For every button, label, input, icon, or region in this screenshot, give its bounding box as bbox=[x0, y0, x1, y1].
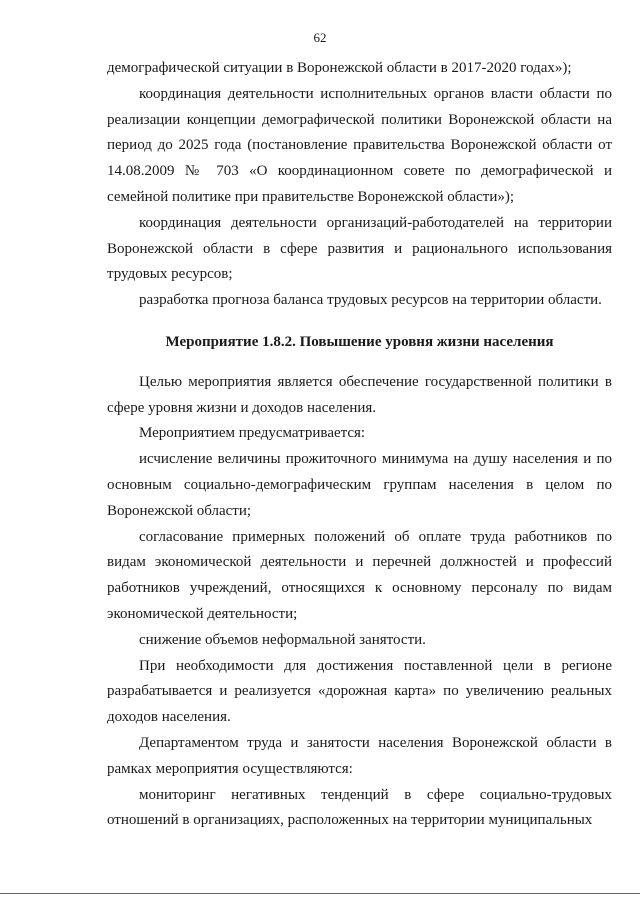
paragraph-4: разработка прогноза баланса трудовых ресурсов на территории области. bbox=[139, 292, 602, 309]
paragraph-11: Департаментом труда и занятости населения Воронежской области в рамках мероприятия осуществляются: bbox=[107, 734, 612, 777]
paragraph-7: исчисление величины прожиточного минимума на душу населения и по основным социально-демографическим группам населения в целом по Воронежской области; bbox=[107, 451, 612, 519]
paragraph-8: согласование примерных положений об оплате труда работников по видам экономической деятельности и перечней должностей и профессий работников учреждений, относящихся к основному персоналу по видам экономической деятельности; bbox=[107, 528, 612, 622]
paragraph-1: демографической ситуации в Воронежской области в 2017-2020 годах»); bbox=[107, 60, 572, 76]
paragraph-6: Мероприятием предусматривается: bbox=[139, 425, 366, 442]
page-number: 62 bbox=[313, 30, 327, 45]
paragraph-2: координация деятельности исполнительных органов власти области по реализации концепции демографической политики Воронежской области на период до 2025 года (постановление правительства Воронежской области от 14.08.2009 № 703 «О координационном совете по демографической и семейной политике при правительстве Воронежской области»); bbox=[107, 85, 612, 205]
paragraph-5: Целью мероприятия является обеспечение государственной политики в сфере уровня жизни и доходов населения. bbox=[107, 373, 612, 416]
paragraph-9: снижение объемов неформальной занятости. bbox=[139, 631, 426, 648]
section-heading: Мероприятие 1.8.2. Повышение уровня жизни населения bbox=[165, 333, 554, 350]
paragraph-3: координация деятельности организаций-работодателей на территории Воронежской области в сфере развития и рационального использования трудовых ресурсов; bbox=[107, 214, 612, 283]
paragraph-12: мониторинг негативных тенденций в сфере социально-трудовых отношений в организациях, расположенных на территории муниципальных bbox=[107, 786, 612, 829]
document-body bbox=[107, 56, 612, 834]
paragraph-10: При необходимости для достижения поставленной цели в регионе разрабатывается и реализуется «дорожная карта» по увеличению реальных доходов населения. bbox=[107, 657, 612, 726]
bottom-divider bbox=[0, 893, 640, 894]
